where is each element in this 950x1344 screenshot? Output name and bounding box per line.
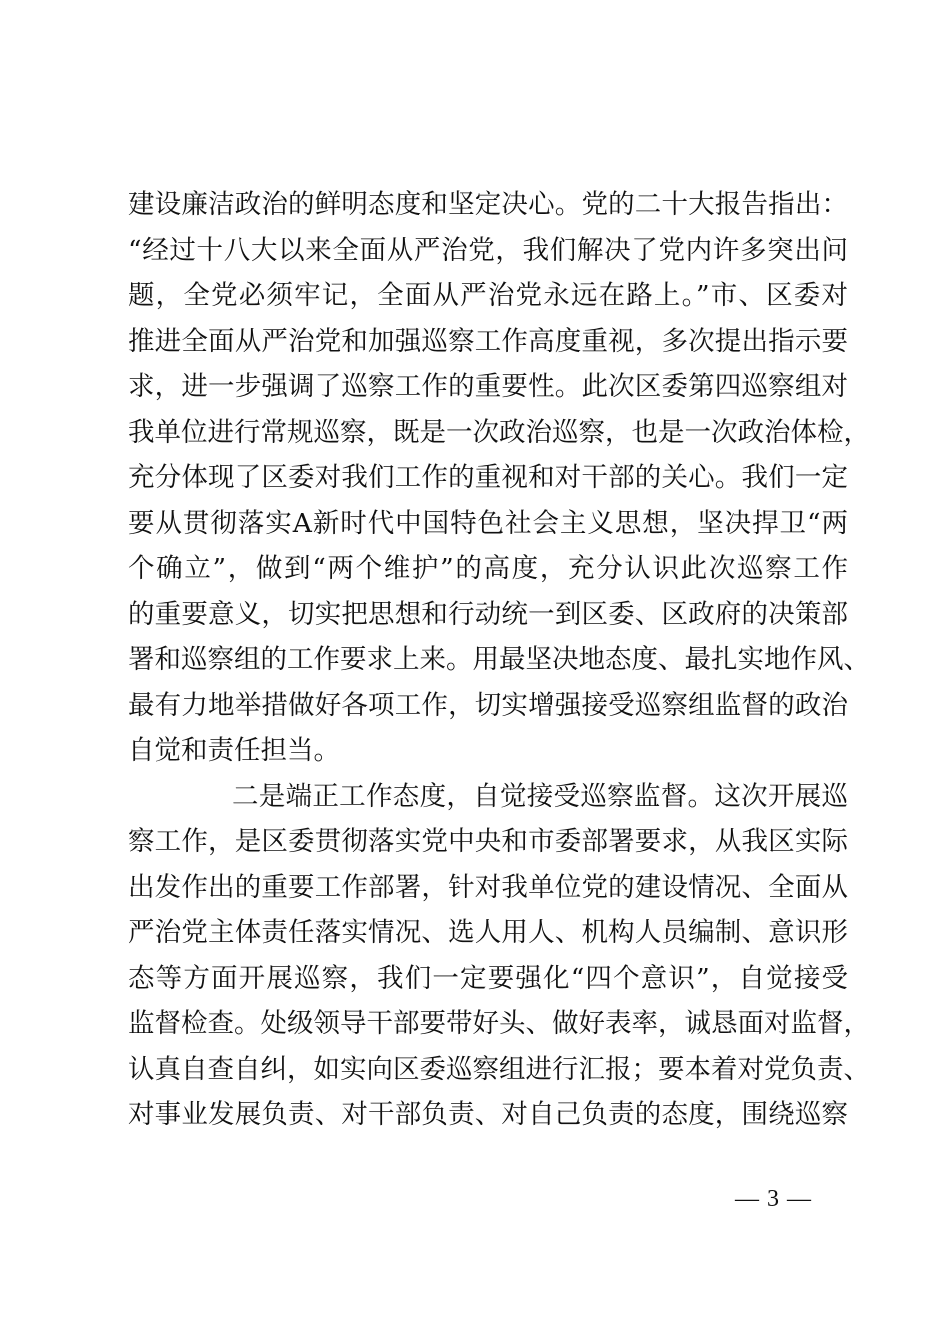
text-line: 二是端正工作态度，自觉接受巡察监督。这次开展巡 [232,780,848,812]
paragraph-1 [128,182,870,774]
text-line: 的重要意义，切实把思想和行动统一到区委、区政府的决策部 [128,598,848,630]
text-line: 出发作出的重要工作部署，针对我单位党的建设情况、全面从 [128,871,848,903]
paragraph-2 [128,774,870,1138]
text-line: 对事业发展负责、对干部负责、对自己负责的态度，围绕巡察 [128,1099,848,1130]
text-line: 题，全党必须牢记，全面从严治党永远在路上。”市、区委对 [128,280,848,311]
page-number: — 3 — [735,1186,812,1212]
body-text [128,182,870,1138]
text-line: “经过十八大以来全面从严治党，我们解决了党内许多突出问 [128,234,848,266]
text-line: 最有力地举措做好各项工作，切实增强接受巡察组监督的政治 [128,689,848,721]
text-line: 要从贯彻落实A新时代中国特色社会主义思想，坚决捍卫“两 [128,507,848,539]
text-line: 求，进一步强调了巡察工作的重要性。此次区委第四巡察组对 [128,371,848,402]
text-line: 认真自查自纠，如实向区委巡察组进行汇报；要本着对党负责、 [128,1053,870,1085]
text-line: 个确立”，做到“两个维护”的高度，充分认识此次巡察工作 [128,553,848,584]
text-line: 推进全面从严治党和加强巡察工作高度重视，多次提出指示要 [128,325,848,357]
text-line: 严治党主体责任落实情况、选人用人、机构人员编制、意识形 [128,917,848,948]
text-line: 署和巡察组的工作要求上来。用最坚决地态度、最扎实地作风、 [128,644,870,675]
text-line: 察工作，是区委贯彻落实党中央和市委部署要求，从我区实际 [128,826,848,857]
text-line: 态等方面开展巡察，我们一定要强化“四个意识”，自觉接受 [128,962,848,994]
text-line: 我单位进行常规巡察，既是一次政治巡察，也是一次政治体检， [128,416,870,448]
text-line: 充分体现了区委对我们工作的重视和对干部的关心。我们一定 [128,462,848,493]
text-line: 建设廉洁政治的鲜明态度和坚定决心。党的二十大报告指出： [128,189,848,220]
text-line: 自觉和责任担当。 [128,735,340,766]
text-line: 监督检查。处级领导干部要带好头、做好表率，诚恳面对监督， [128,1008,870,1039]
